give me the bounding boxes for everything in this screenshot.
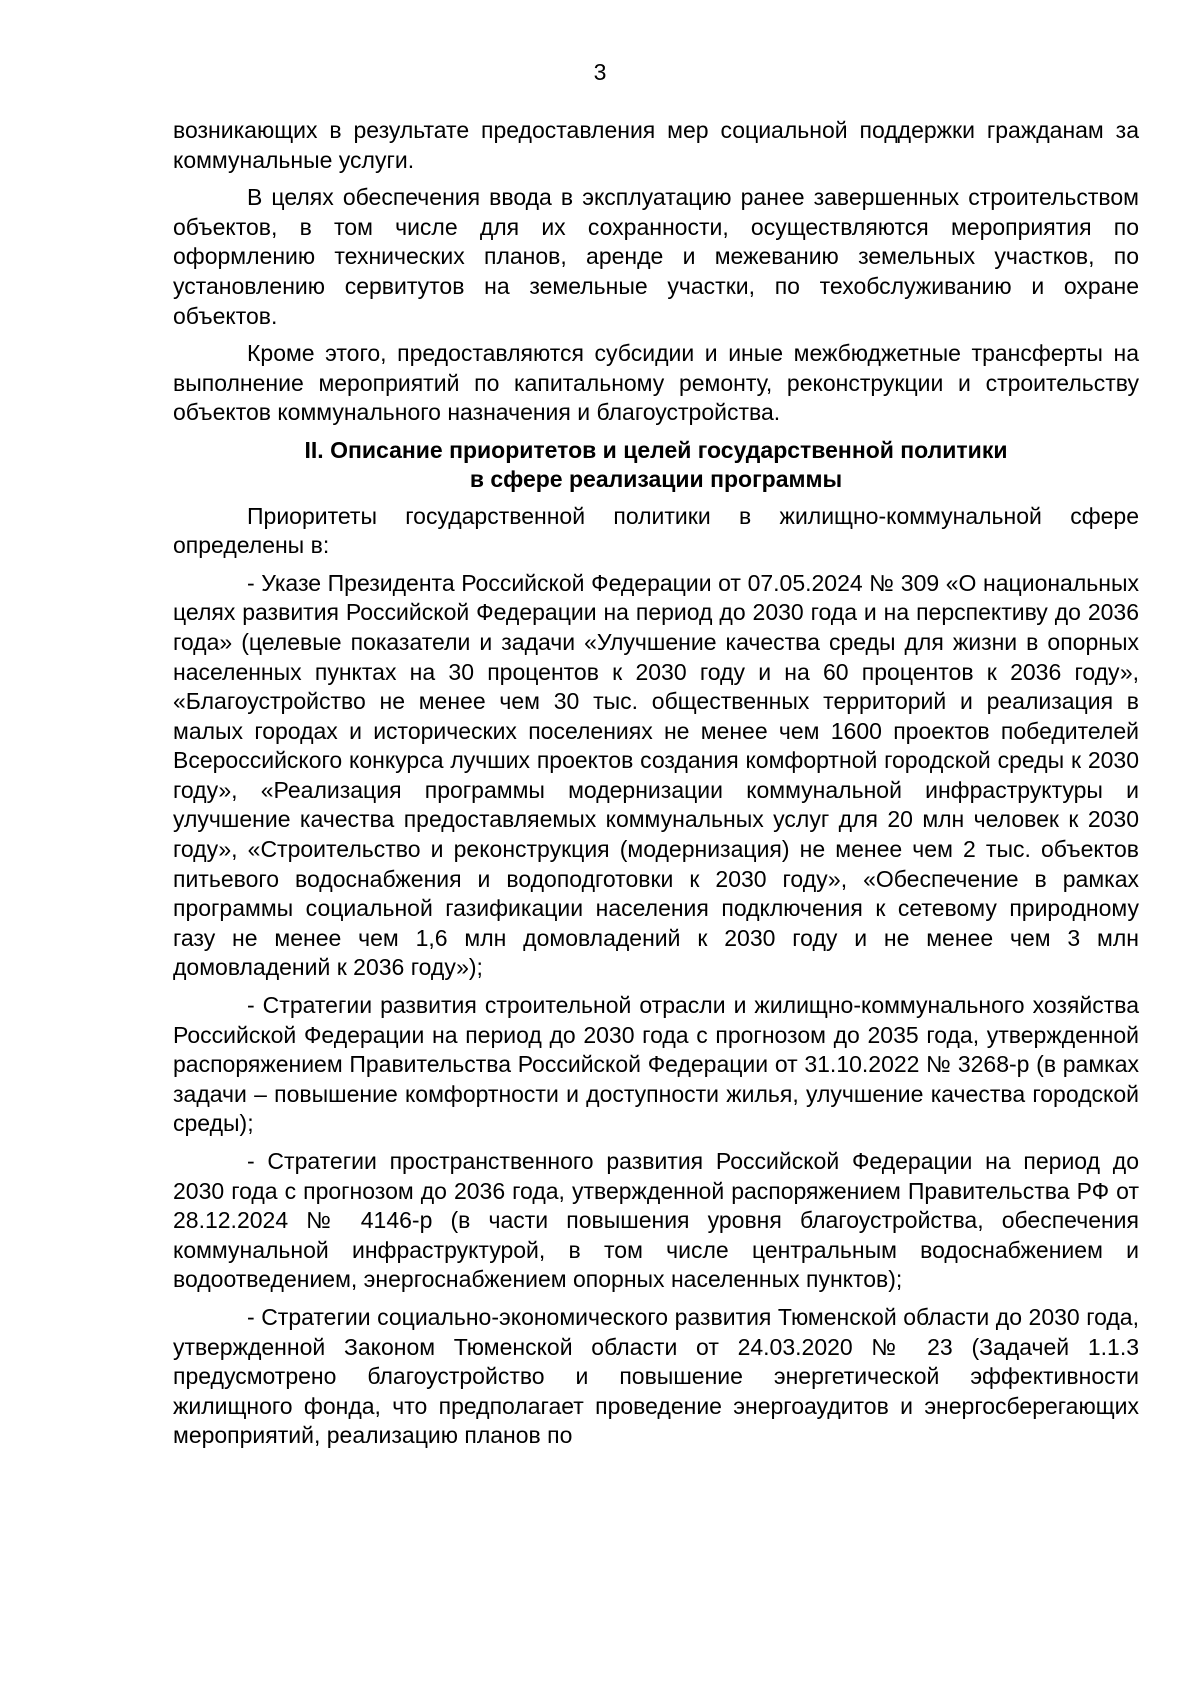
document-body bbox=[173, 116, 1139, 1459]
section-heading bbox=[173, 436, 1139, 494]
list-item-tyumen-strategy: - Стратегии социально-экономического развития Тюменской области до 2030 года, утвержденной Законом Тюменской области от 24.03.2020 № 23 (Задачей 1.1.3 предусмотрено благоустройство и повышение энергетической эффективности жилищного фонда, что предполагает проведение энергоаудитов и энергосберегающих мероприятий, реализацию планов по bbox=[173, 1303, 1139, 1449]
paragraph-subsidies: Кроме этого, предоставляются субсидии и иные межбюджетные трансферты на выполнение мероприятий по капитальному ремонту, реконструкции и строительству объектов коммунального назначения и благоустройства. bbox=[173, 340, 1139, 426]
paragraph-continued: возникающих в результате предоставления мер социальной поддержки гражданам за коммунальные услуги. bbox=[173, 117, 1139, 173]
list-item-presidential-decree: - Указе Президента Российской Федерации от 07.05.2024 № 309 «О национальных целях развития Российской Федерации на период до 2030 года и на перспективу до 2036 года» (целевые показатели и задачи «Улучшение качества среды для жизни в опорных населенных пунктах на 30 процентов к 2030 году и на 60 процентов к 2036 году», «Благоустройство не менее чем 30 тыс. общественных территорий и реализация в малых городах и исторических поселениях не менее чем 1600 проектов победителей Всероссийского конкурса лучших проектов создания комфортной городской среды к 2030 году», «Реализация программы модернизации коммунальной инфраструктуры и улучшение качества предоставляемых коммунальных услуг для 20 млн человек к 2030 году», «Строительство и реконструкция (модернизация) не менее чем 2 тыс. объектов питьевого водоснабжения и водоподготовки к 2030 году», «Обеспечение в рамках программы социальной газификации населения подключения к сетевому природному газу не менее чем 1,6 млн домовладений к 2030 году и не менее чем 3 млн домовладений к 2036 году»); bbox=[173, 569, 1139, 981]
list-item-construction-strategy: - Стратегии развития строительной отрасли и жилищно-коммунального хозяйства Российской Федерации на период до 2030 года с прогнозом до 2035 года, утвержденной распоряжением Правительства Российской Федерации от 31.10.2022 № 3268-р (в рамках задачи – повышение комфортности и доступности жилья, улучшение качества городской среды); bbox=[173, 992, 1139, 1137]
section-heading-line-1: II. Описание приоритетов и целей государственной политики bbox=[304, 436, 1008, 463]
paragraph-commissioning: В целях обеспечения ввода в эксплуатацию ранее завершенных строительством объектов, в том числе для их сохранности, осуществляются мероприятия по оформлению технических планов, аренде и межеванию земельных участков, по установлению сервитутов на земельные участки, по техобслуживанию и охране объектов. bbox=[173, 184, 1139, 329]
list-item-spatial-strategy: - Стратегии пространственного развития Российской Федерации на период до 2030 года с прогнозом до 2036 года, утвержденной распоряжением Правительства РФ от 28.12.2024 № 4146-р (в части повышения уровня благоустройства, обеспечения коммунальной инфраструктурой, в том числе центральным водоснабжением и водоотведением, энергоснабжением опорных населенных пунктов); bbox=[173, 1148, 1139, 1293]
page-number: 3 bbox=[593, 59, 607, 85]
paragraph-priorities-intro: Приоритеты государственной политики в жилищно-коммунальной сфере определены в: bbox=[173, 502, 1139, 559]
section-heading-line-2: в сфере реализации программы bbox=[469, 465, 843, 492]
